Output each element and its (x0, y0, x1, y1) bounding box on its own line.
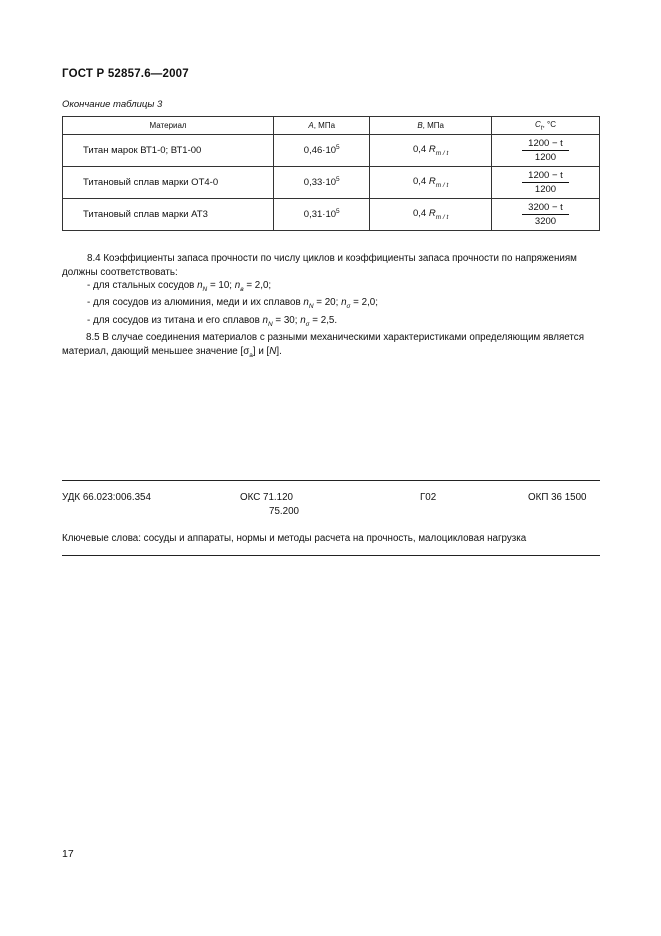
material-cell: Титан марок ВТ1-0; ВТ1-00 (63, 135, 274, 167)
n-subscript: σ (305, 320, 310, 328)
c-fraction (522, 202, 569, 227)
material-cell: Титановый сплав марки ОТ4-0 (63, 167, 274, 199)
col-b-symbol: B (417, 121, 423, 130)
n-symbol: n (262, 314, 268, 326)
sigma-subscript: а (249, 351, 253, 359)
udk-code: УДК 66.023:006.354 (62, 492, 151, 503)
n-subscript: N (267, 320, 273, 328)
n-value: = 2,5. (309, 314, 338, 326)
n-value: = 10; (207, 280, 235, 291)
c-value-cell (491, 135, 599, 167)
table-row (63, 135, 600, 167)
paragraph-text: ] и [ (252, 345, 270, 357)
n-symbol: n (234, 280, 241, 291)
c-numerator: 1200 − t (522, 138, 569, 151)
footer-bottom-rule (62, 555, 600, 556)
c-value-cell (491, 167, 599, 199)
list-item-steel (62, 279, 600, 296)
n-subscript: N (308, 303, 314, 311)
table-header-row (63, 117, 600, 135)
col-c-symbol: C (534, 119, 541, 129)
n-subscript: в (240, 285, 244, 293)
n-symbol: N (269, 345, 277, 357)
paragraph-8-5 (62, 331, 600, 362)
list-item-aluminium (62, 296, 600, 313)
c-numerator: 3200 − t (522, 202, 569, 215)
n-value: = 30; (272, 314, 301, 326)
n-symbol: n (341, 297, 347, 309)
col-c (491, 117, 599, 135)
material-table (62, 116, 600, 231)
col-c-unit: , °С (542, 119, 556, 129)
table-row (63, 167, 600, 199)
c-numerator: 1200 − t (522, 170, 569, 183)
okp-code: ОКП 36 1500 (528, 492, 587, 503)
col-b (370, 117, 492, 135)
b-value-cell (370, 199, 492, 231)
c-denominator: 3200 (534, 216, 557, 227)
paragraph-text: 8.5 В случае соединения материалов с разными механическими характеристиками определяющим является материал, дающий меньшее значение [σ (62, 332, 585, 357)
n-symbol: n (303, 297, 309, 309)
a-value-cell (274, 167, 370, 199)
a-base: 0,46·10 (303, 145, 337, 157)
b-value-cell (370, 135, 492, 167)
list-item-text: - для сосудов из титана и его сплавов (87, 314, 263, 326)
c-fraction (522, 138, 569, 163)
a-base: 0,31·10 (303, 209, 337, 221)
n-subscript: N (202, 285, 208, 293)
table-row (63, 199, 600, 231)
c-fraction (522, 170, 569, 195)
col-a-unit: , МПа (313, 121, 336, 130)
b-symbol: R (428, 176, 436, 188)
n-subscript: σ (346, 303, 351, 311)
b-subscript: m / t (435, 213, 449, 221)
b-coef: 0,4 (412, 176, 429, 188)
oks-code: ОКС 71.120 (240, 492, 293, 503)
col-c-subscript: t (540, 124, 543, 132)
a-exponent: 5 (336, 176, 340, 184)
c-denominator: 1200 (534, 184, 557, 195)
col-a (274, 117, 370, 135)
n-value: = 2,0; (243, 280, 272, 291)
group-code: Г02 (420, 492, 437, 503)
b-symbol: R (428, 208, 436, 220)
n-symbol: n (300, 314, 306, 326)
b-subscript: m / t (435, 149, 449, 157)
b-coef: 0,4 (412, 208, 429, 220)
b-symbol: R (428, 144, 436, 156)
b-coef: 0,4 (412, 144, 429, 156)
keywords: Ключевые слова: сосуды и аппараты, нормы и методы расчета на прочность, малоцикловая нагрузка (62, 533, 527, 544)
b-value-cell (370, 167, 492, 199)
body-text (62, 252, 600, 362)
a-exponent: 5 (336, 144, 340, 152)
c-denominator: 1200 (534, 152, 557, 163)
n-symbol: n (197, 280, 203, 291)
a-exponent: 5 (336, 208, 340, 216)
b-subscript: m / t (435, 181, 449, 189)
table-caption: Окончание таблицы 3 (62, 99, 163, 110)
list-item-text: - для стальных сосудов (87, 280, 198, 291)
a-base: 0,33·10 (303, 177, 337, 189)
material-cell: Титановый сплав марки АТ3 (63, 199, 274, 231)
footer-top-rule (62, 480, 600, 481)
page-number: 17 (62, 848, 74, 860)
col-material: Материал (63, 117, 274, 135)
col-b-unit: , МПа (422, 121, 444, 130)
a-value-cell (274, 199, 370, 231)
document-header: ГОСТ Р 52857.6—2007 (62, 68, 189, 80)
paragraph-text: ]. (276, 345, 282, 357)
col-a-symbol: A (308, 121, 314, 130)
a-value-cell (274, 135, 370, 167)
n-value: = 20; (313, 297, 342, 309)
c-value-cell (491, 199, 599, 231)
paragraph-8-4: 8.4 Коэффициенты запаса прочности по числу циклов и коэффициенты запаса прочности по напряжениям должны соответствовать: (62, 253, 577, 278)
n-value: = 2,0; (350, 297, 378, 309)
oks-code-second: 75.200 (269, 506, 299, 517)
list-item-text: - для сосудов из алюминия, меди и их сплавов (87, 297, 304, 309)
list-item-titanium (62, 314, 600, 331)
